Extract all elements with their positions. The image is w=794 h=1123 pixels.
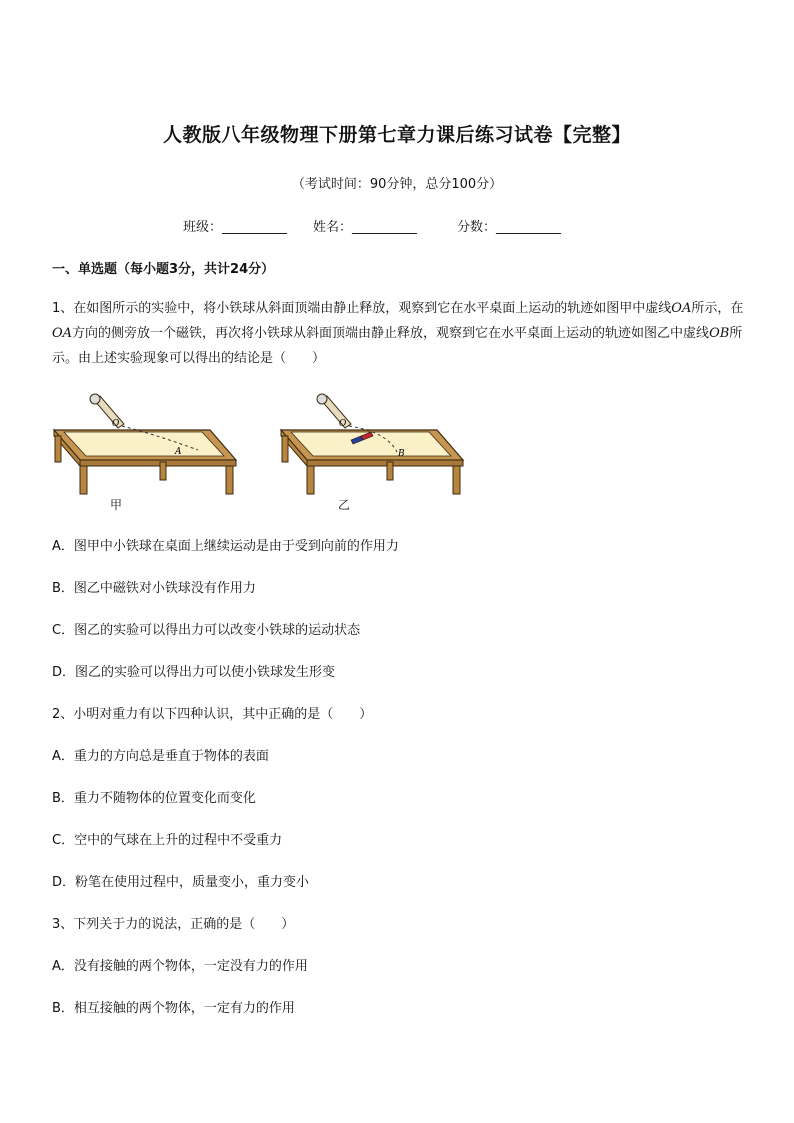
- q1-text-part: 方向的侧旁放一个磁铁，再次将小铁球从斜面顶端由静止释放，观察到它在水平桌面上运动的轨迹如图乙中虚线: [72, 326, 710, 341]
- page-title: 人教版八年级物理下册第七章力课后练习试卷【完整】: [162, 124, 631, 146]
- point-o-label: O: [112, 419, 120, 429]
- class-field: 班级：__________: [183, 220, 288, 235]
- q1-option-a: A．图甲中小铁球在桌面上继续运动是由于受到向前的作用力: [52, 539, 399, 554]
- score-field: 分数：__________: [457, 220, 562, 235]
- q1-option-d: D．图乙的实验可以得出力可以使小铁球发生形变: [52, 665, 336, 680]
- q2-option-c: C．空中的气球在上升的过程中不受重力: [52, 833, 283, 848]
- q1-oa-label: OA: [52, 326, 73, 341]
- q3-option-b: B．相互接触的两个物体，一定有力的作用: [52, 1001, 295, 1016]
- q2-option-d: D．粉笔在使用过程中，质量变小，重力变小: [52, 875, 310, 890]
- student-info-line: [183, 216, 561, 235]
- question-3-text: 3、下列关于力的说法，正确的是（ ）: [52, 917, 295, 932]
- figure-yi-caption: 乙: [338, 498, 351, 512]
- q1-ob-label: OB: [709, 326, 730, 341]
- name-field: 姓名：__________: [313, 220, 418, 235]
- exam-subtitle: （考试时间：90分钟，总分100分）: [291, 177, 503, 192]
- q1-oa-label: OA: [671, 301, 692, 316]
- q3-option-a: A．没有接触的两个物体，一定没有力的作用: [52, 959, 308, 974]
- figure-yi-table: [277, 390, 467, 500]
- figure-jia-table: [50, 390, 240, 500]
- figure-jia-caption: 甲: [110, 498, 123, 512]
- question-1-text: [52, 296, 744, 371]
- q1-text-part: 1、在如图所示的实验中，将小铁球从斜面顶端由静止释放，观察到它在水平桌面上运动的轨迹如图甲中虚线: [52, 301, 672, 316]
- q1-text-part: 所示。由上述实验现象可以得出的结论是（ ）: [52, 326, 743, 366]
- point-a-label: A: [175, 447, 182, 457]
- q1-text-part: 所示，在: [691, 301, 744, 316]
- question-2-text: 2、小明对重力有以下四种认识，其中正确的是（ ）: [52, 707, 373, 722]
- q2-option-a: A．重力的方向总是垂直于物体的表面: [52, 749, 269, 764]
- q2-option-b: B．重力不随物体的位置变化而变化: [52, 791, 256, 806]
- point-o-label: O: [339, 419, 347, 429]
- q1-option-b: B．图乙中磁铁对小铁球没有作用力: [52, 581, 256, 596]
- q1-option-c: C．图乙的实验可以得出力可以改变小铁球的运动状态: [52, 623, 361, 638]
- point-b-label: B: [398, 449, 405, 459]
- section-heading: 一、单选题（每小题3分，共计24分）: [52, 262, 275, 277]
